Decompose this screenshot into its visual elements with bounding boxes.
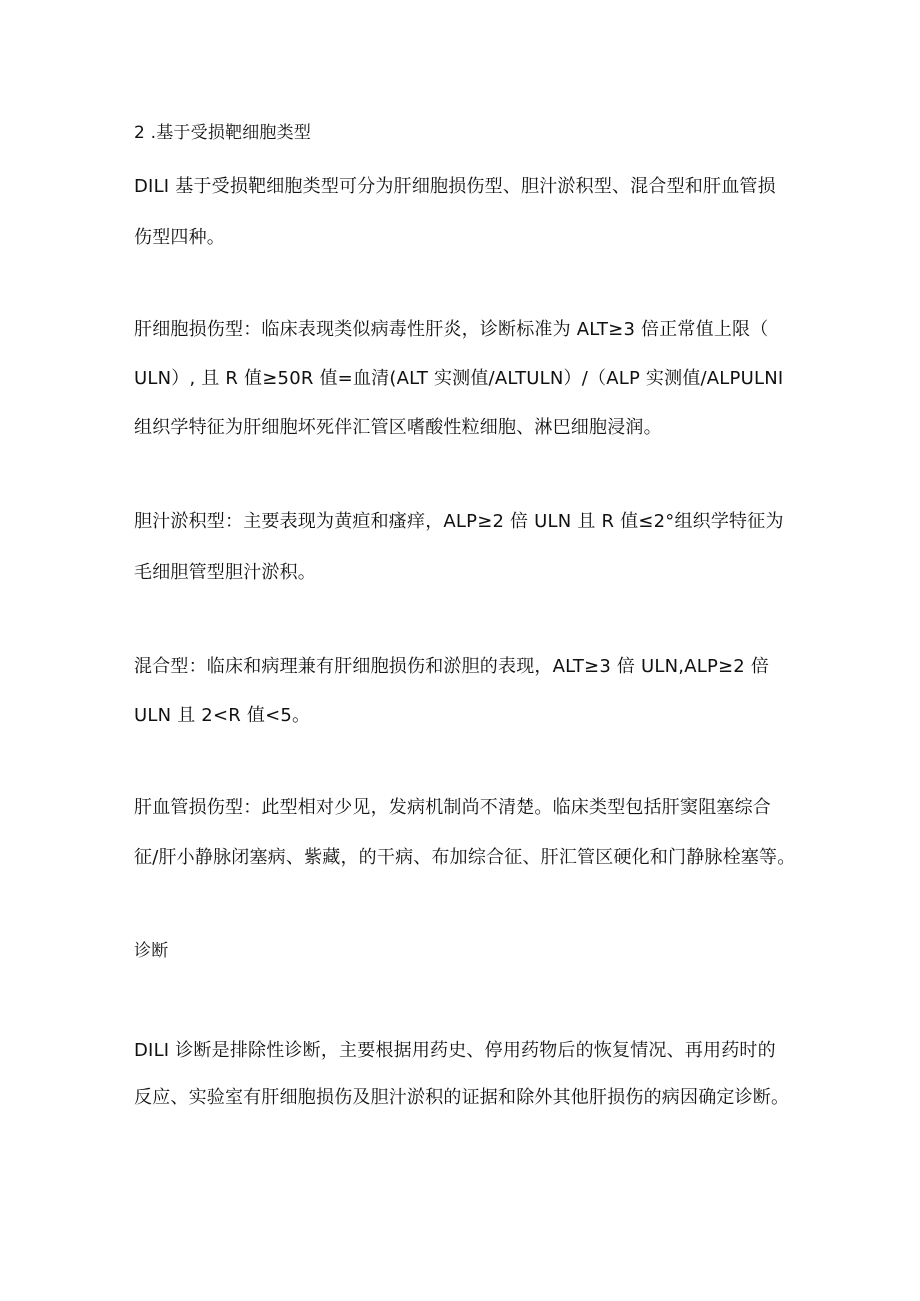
vascular-line-1: 肝血管损伤型：此型相对少见，发病机制尚不清楚。临床类型包括肝窦阻塞综合 [134,797,771,818]
hepatocellular-line-2: ULN）, 且 R 值≥50R 值=血清(ALT 实测值/ALTULN）/（ALP 实测值/ALPULNI [134,368,784,389]
cholestatic-line-1: 胆汁淤积型：主要表现为黄疸和瘙痒，ALP≥2 倍 ULN 且 R 值≤2°组织学特征为 [134,511,784,532]
diagnosis-line-1: DILI 诊断是排除性诊断，主要根据用药史、停用药物后的恢复情况、再用药时的 [134,1040,776,1061]
vascular-line-2: 征/肝小静脉闭塞病、紫藏，的干病、布加综合征、肝汇管区硬化和门静脉栓塞等。 [134,847,796,868]
intro-line-2: 伤型四种。 [134,227,225,248]
mixed-line-2: ULN 且 2<R 值<5。 [134,705,311,726]
section-heading: 2 .基于受损靶细胞类型 [134,123,312,143]
hepatocellular-line-3: 组织学特征为肝细胞坏死伴汇管区嗜酸性粒细胞、淋巴细胞浸润。 [134,417,662,438]
hepatocellular-line-1: 肝细胞损伤型：临床表现类似病毒性肝炎，诊断标准为 ALT≥3 倍正常值上限（ [134,319,769,340]
diagnosis-line-2: 反应、实验室有肝细胞损伤及胆汁淤积的证据和除外其他肝损伤的病因确定诊断。 [134,1087,790,1108]
mixed-line-1: 混合型：临床和病理兼有肝细胞损伤和淤胆的表现，ALT≥3 倍 ULN,ALP≥2 倍 [134,656,770,677]
diagnosis-heading: 诊断 [134,941,169,961]
intro-line-1: DILI 基于受损靶细胞类型可分为肝细胞损伤型、胆汁淤积型、混合型和肝血管损 [134,176,776,197]
cholestatic-line-2: 毛细胆管型胆汁淤积。 [134,562,316,583]
